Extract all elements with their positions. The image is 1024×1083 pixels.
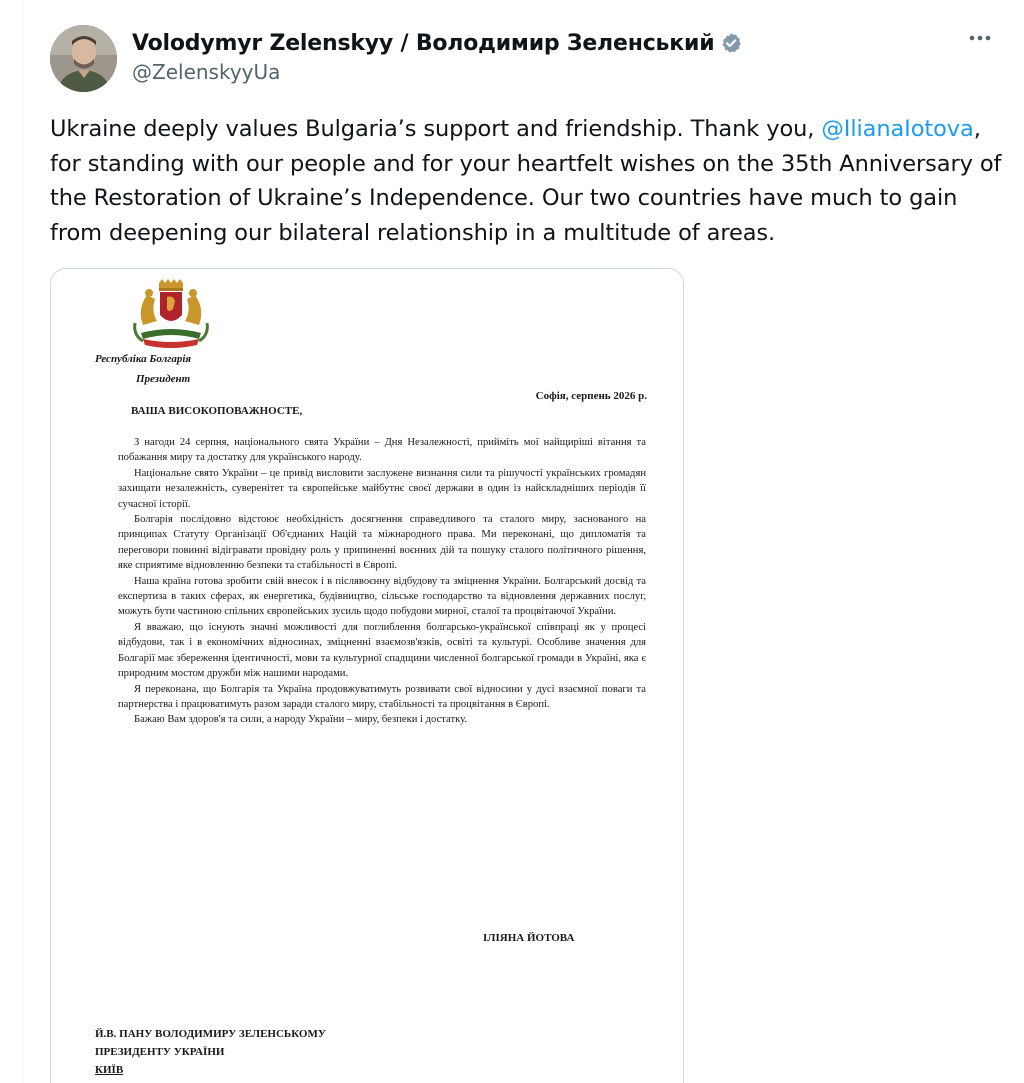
author-handle[interactable]: @ZelenskyyUa (132, 60, 281, 84)
addressee-city: КИЇВ (95, 1064, 124, 1076)
letter-paragraph: Національне свято України – це привід висловити заслужене визнання сили та рішучості українських громадян захищати незалежність, суверенітет та європейське майбутнє своєї держави в один із найскладніших періодів її сучасної історії. (118, 467, 646, 510)
avatar[interactable] (50, 25, 117, 92)
letterhead-office: Президент (136, 373, 191, 385)
bulgarian-coat-of-arms-icon (129, 279, 213, 351)
avatar-image (50, 25, 117, 92)
letter-paragraph: Болгарія послідовно відстоює необхідність досягнення справедливого та сталого миру, заснованого на принципах Статуту Організації Об'єднаних Націй та міжнародного права. Ми переконані, що дипломатія та переговори повинні відігравати провідну роль у припиненні воєнних дій та пошуку сталого політичного рішення, яке сприятиме відновленню безпеки та стабільності в Європі. (118, 514, 646, 572)
letter-document (51, 269, 683, 1083)
addressee-title: ПРЕЗИДЕНТУ УКРАЇНИ (95, 1046, 225, 1058)
verified-badge-icon[interactable] (720, 32, 742, 54)
letter-date: Софія, серпень 2026 р. (535, 390, 647, 402)
tweet-text (50, 112, 1010, 250)
more-options-icon (968, 34, 992, 42)
letter-signatory: ІЛІЯНА ЙОТОВА (483, 932, 575, 944)
letter-paragraph: Наша країна готова зробити свій внесок і в післявоєнну відбудову та зміцнення України. Болгарський досвід та експертиза в таких сферах, як енергетика, будівництво, сільське господарство та відновлення державних послуг, можуть бути частиною спільних європейських зусиль щодо побудови мирної, сталої та процвітаючої України. (118, 575, 646, 618)
letter-salutation: ВАША ВИСОКОПОВАЖНОСТЕ, (131, 405, 303, 417)
letter-addressee (95, 1025, 326, 1079)
mention-link[interactable]: @IlianaIotova (821, 116, 974, 142)
letter-paragraph: Бажаю Вам здоров'я та сили, а народу України – миру, безпеки і достатку. (134, 714, 467, 726)
more-options-button[interactable] (962, 24, 998, 52)
tweet[interactable] (50, 0, 1024, 1083)
attached-image-card[interactable] (50, 268, 684, 1083)
tweet-text-part2: , for standing with our people and for your heartfelt wishes on the 35th Anniversary of the Restoration of Ukraine’s Independence. Our two countries have much to gain from deepening our bilateral relationship in a multitude of areas. (50, 116, 1002, 246)
timeline-left-border (22, 0, 23, 1083)
tweet-text-part1: Ukraine deeply values Bulgaria’s support and friendship. Thank you, (50, 116, 822, 142)
addressee-name: Й.В. ПАНУ ВОЛОДИМИРУ ЗЕЛЕНСЬКОМУ (95, 1028, 326, 1040)
letterhead-country: Республіка Болгарія (95, 353, 192, 365)
letter-paragraph: Я вважаю, що існують значні можливості для поглиблення болгарсько-української співпраці як у процесі відбудови, так і в економічних відносинах, зміцненні взаємозв'язків, освіті та культурі. Особливе значення для Болгарії має збереження ідентичності, мови та культурної спадщини численної болгарської громади в Україні, яка є природним мостом дружби між нашими народами. (118, 621, 646, 680)
author-display-name[interactable]: Volodymyr Zelenskyy / Володимир Зеленський (132, 30, 715, 56)
letter-body (118, 435, 646, 728)
letter-paragraph: Я переконана, що Болгарія та Україна продовжуватимуть розвивати свої відносини у дусі взаємної поваги та партнерства і працюватимуть разом заради сталого миру, стабільності та процвітання в Європі. (118, 683, 646, 710)
author-name-row (132, 28, 742, 58)
letter-paragraph: З нагоди 24 серпня, національного свята України – Дня Незалежності, прийміть мої найщиріші вітання та побажання миру та достатку для українського народу. (118, 437, 646, 464)
